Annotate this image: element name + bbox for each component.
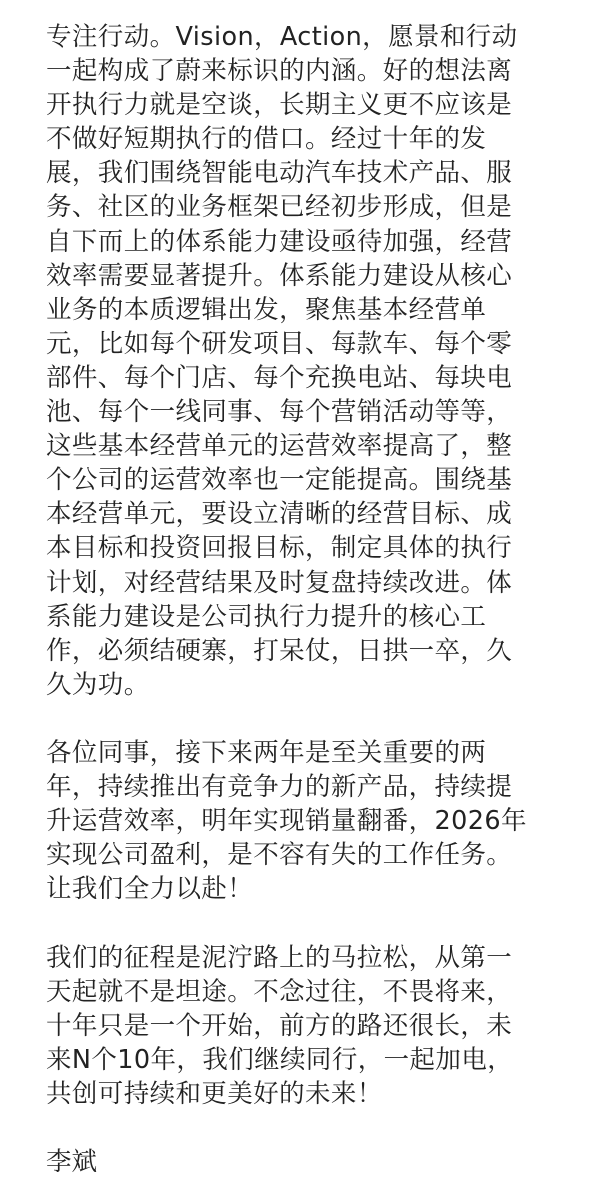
text-line: 来N个10年，我们继续同行，一起加电，: [46, 1044, 514, 1075]
paragraph-gap: [46, 906, 566, 940]
text-line: 我们的征程是泥泞路上的马拉松，从第一: [46, 942, 513, 973]
text-line: 计划，对经营结果及时复盘持续改进。体: [46, 567, 513, 598]
text-line: 天起就不是坦途。不念过往，不畏将来，: [46, 976, 513, 1007]
paragraph-gap: [46, 1111, 566, 1145]
text-line: 各位同事，接下来两年是至关重要的两: [46, 737, 487, 768]
text-line: 本经营单元，要设立清晰的经营目标、成: [46, 499, 513, 530]
paragraph-3: [46, 941, 566, 1111]
text-line: 本目标和投资回报目标，制定具体的执行: [46, 533, 513, 564]
text-line: 务、社区的业务框架已经初步形成，但是: [46, 192, 513, 223]
signature: 李斌: [46, 1147, 98, 1178]
text-line: 效率需要显著提升。体系能力建设从核心: [46, 260, 513, 291]
text-line: 久为功。: [46, 669, 150, 700]
text-line: 不做好短期执行的借口。经过十年的发: [46, 124, 487, 155]
text-line: 实现公司盈利，是不容有失的工作任务。: [46, 840, 513, 871]
text-line: 让我们全力以赴！: [46, 874, 254, 905]
paragraph-2: [46, 736, 566, 906]
text-line: 展，我们围绕智能电动汽车技术产品、服: [46, 158, 513, 189]
text-line: 作，必须结硬寨，打呆仗，日拱一卒，久: [46, 635, 513, 666]
text-line: 个公司的运营效率也一定能提高。围绕基: [46, 465, 513, 496]
text-line: 自下而上的体系能力建设亟待加强，经营: [46, 226, 513, 257]
text-line: 共创可持续和更美好的未来！: [46, 1078, 383, 1109]
text-line: 开执行力就是空谈，长期主义更不应该是: [46, 90, 513, 121]
text-line: 系能力建设是公司执行力提升的核心工: [46, 601, 487, 632]
paragraph-gap: [46, 702, 566, 736]
text-line: 一起构成了蔚来标识的内涵。好的想法离: [46, 56, 513, 87]
text-line: 这些基本经营单元的运营效率提高了，整: [46, 431, 513, 462]
text-line: 业务的本质逻辑出发，聚焦基本经营单: [46, 294, 487, 325]
text-line: 部件、每个门店、每个充换电站、每块电: [46, 362, 513, 393]
text-line: 年，持续推出有竞争力的新产品，持续提: [46, 772, 513, 803]
text-line: 池、每个一线同事、每个营销活动等等，: [46, 397, 513, 428]
text-line: 专注行动。Vision，Action，愿景和行动: [46, 22, 518, 52]
paragraph-1: [46, 20, 566, 702]
text-line: 元，比如每个研发项目、每款车、每个零: [46, 328, 513, 359]
letter-body: [46, 20, 566, 1179]
text-line: 升运营效率，明年实现销量翻番，2026年: [46, 806, 527, 837]
text-line: 十年只是一个开始，前方的路还很长，未: [46, 1010, 513, 1041]
